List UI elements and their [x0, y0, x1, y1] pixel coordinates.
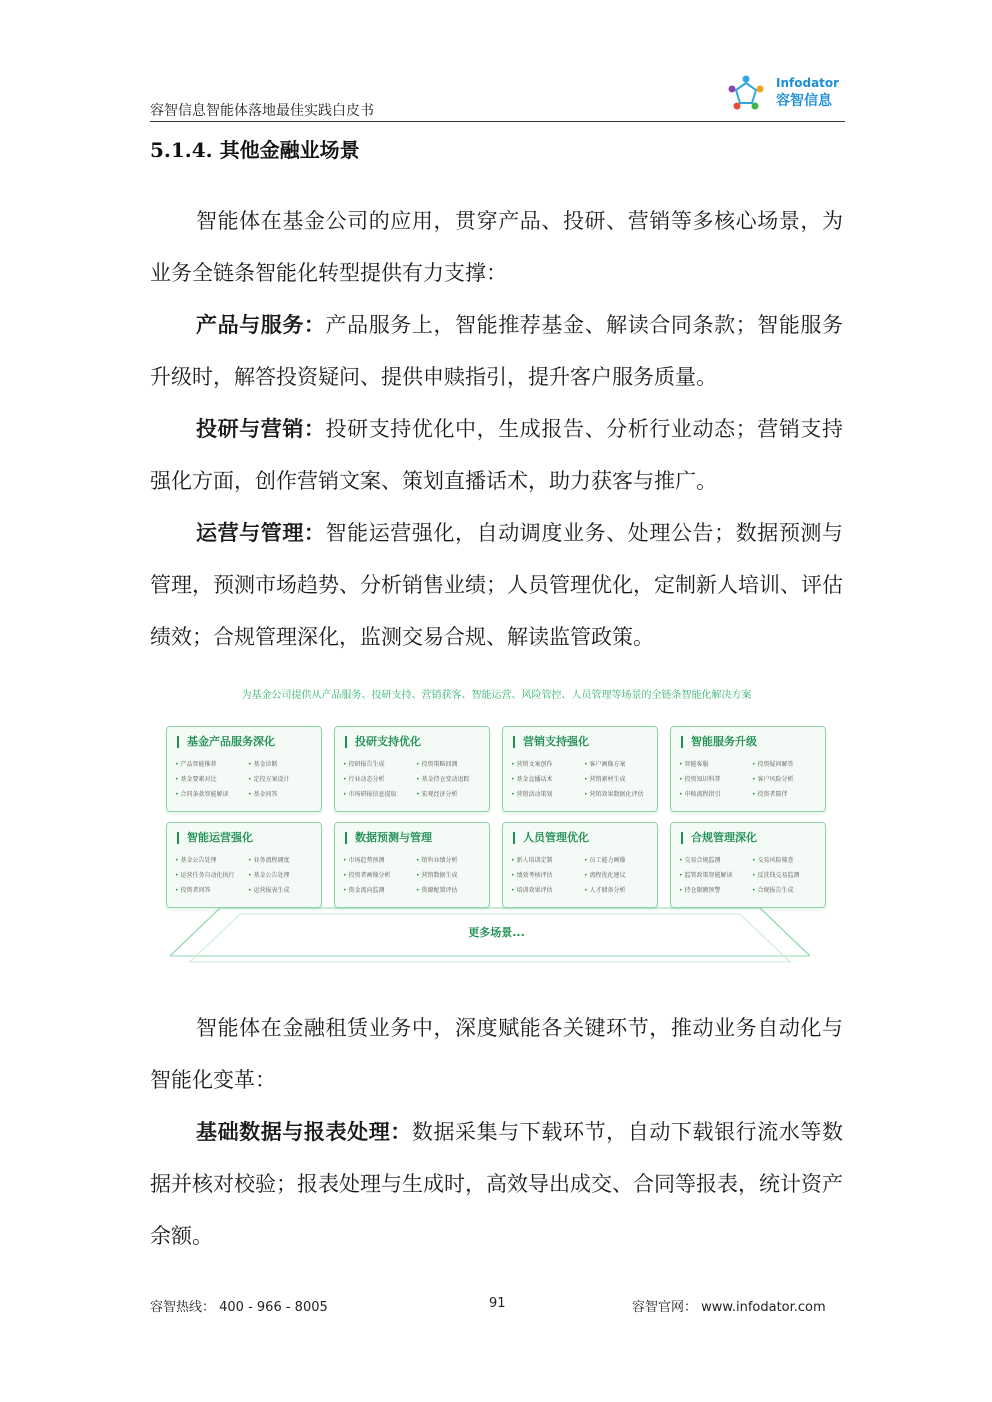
card-item: • 基金诊断: [248, 760, 317, 770]
paragraph-text: 智能运营强化，自动调度业务、处理公告；数据预测与管理，预测市场趋势、分析销售业绩；人员管理优化，定制新人培训、评估绩效；合规管理深化，监测交易合规、解读监管政策。: [150, 521, 844, 649]
header-title: 容智信息智能体落地最佳实践白皮书: [150, 103, 374, 119]
card-item: • 运营报表生成: [248, 886, 317, 896]
card-item: • 投资策略回测: [416, 760, 485, 770]
card-item: • 培训效果评估: [511, 886, 580, 896]
header-divider: [150, 121, 845, 122]
paragraph-intro: 智能体在基金公司的应用，贯穿产品、投研、营销等多核心场景，为业务全链条智能化转型提供有力支撑：: [150, 209, 843, 285]
card-item: • 合规报告生成: [752, 886, 821, 896]
card-item: • 持仓限额预警: [679, 886, 748, 896]
card-item: • 基金要素对比: [175, 775, 244, 785]
card-item: • 产品智能推荐: [175, 760, 244, 770]
more-scenarios-label: 更多场景...: [468, 926, 525, 939]
scenario-card: [670, 726, 826, 812]
card-item: • 投资者问答: [175, 886, 244, 896]
card-item: • 市场研报信息提取: [343, 790, 412, 800]
card-item: • 营销数据生成: [416, 871, 485, 881]
card-item: • 客户画像方案: [584, 760, 653, 770]
card-item: • 新人培训定制: [511, 856, 580, 866]
card-item: • 定投方案设计: [248, 775, 317, 785]
card-title: 数据预测与管理: [345, 832, 432, 844]
card-item: • 智能客服: [679, 760, 748, 770]
card-item: • 基金直播话术: [511, 775, 580, 785]
card-item: • 基金公告处理: [175, 856, 244, 866]
card-item: • 投资者画像分析: [343, 871, 412, 881]
scenario-card: [334, 726, 490, 812]
card-item: • 交易合规监测: [679, 856, 748, 866]
card-title: 投研支持优化: [345, 736, 421, 748]
paragraph-text: 数据采集与下载环节，自动下载银行流水等数据并核对校验；报表处理与生成时，高效导出成交、合同等报表，统计资产余额。: [150, 1120, 844, 1248]
card-title: 基金产品服务深化: [177, 736, 275, 748]
card-item: • 人才储备分析: [584, 886, 653, 896]
card-item: • 申赎流程指引: [679, 790, 748, 800]
card-item: • 反洗钱交易监测: [752, 871, 821, 881]
card-item: • 基金公告处理: [248, 871, 317, 881]
card-item: • 监管政策智能解读: [679, 871, 748, 881]
card-item: • 基金问答: [248, 790, 317, 800]
card-item: • 资源配置评估: [416, 886, 485, 896]
card-item: • 投资疑问解答: [752, 760, 821, 770]
paragraph-text: 产品服务上，智能推荐基金、解读合同条款；智能服务升级时，解答投资疑问、提供申赎指引，提升客户服务质量。: [150, 313, 844, 389]
footer-hotline: 容智热线： 400 - 966 - 8005: [150, 1300, 328, 1315]
paragraph-text: 投研支持优化中，生成报告、分析行业动态；营销支持强化方面，创作营销文案、策划直播话术，助力获客与推广。: [150, 417, 844, 493]
card-item: • 基金持仓变动追踪: [416, 775, 485, 785]
card-item: • 投资者陪伴: [752, 790, 821, 800]
card-item: • 运营任务自动化执行: [175, 871, 244, 881]
scenario-card: [166, 822, 322, 908]
card-item: • 资金流向监测: [343, 886, 412, 896]
card-title: 营销支持强化: [513, 736, 589, 748]
card-title: 人员管理优化: [513, 832, 589, 844]
paragraph-research-marketing: [150, 403, 843, 507]
card-item: • 绩效考核评估: [511, 871, 580, 881]
card-item: • 宏观经济分析: [416, 790, 485, 800]
scenario-card: [670, 822, 826, 908]
scenario-card: [334, 822, 490, 908]
paragraph-label: 基础数据与报表处理：: [196, 1119, 412, 1144]
card-item: • 交易风险筛查: [752, 856, 821, 866]
section-title: 5.1.4. 其他金融业场景: [150, 138, 360, 162]
card-item: • 市场趋势预测: [343, 856, 412, 866]
paragraph-label: 投研与营销：: [196, 416, 326, 441]
scenario-card: [166, 726, 322, 812]
paragraph-product-service: [150, 299, 843, 403]
figure-caption: 为基金公司提供从产品服务、投研支持、营销获客、智能运营、风险管控、人员管理等场景的全链条智能化解决方案: [241, 690, 752, 701]
paragraph-data-report: [150, 1106, 843, 1262]
card-title: 合规管理深化: [681, 832, 757, 844]
card-item: • 行业动态分析: [343, 775, 412, 785]
paragraph-leasing-intro: 智能体在金融租赁业务中，深度赋能各关键环节，推动业务自动化与智能化变革：: [150, 1016, 843, 1092]
card-item: • 流程优化建议: [584, 871, 653, 881]
paragraph-operation-management: [150, 507, 843, 663]
card-item: • 营销素材生成: [584, 775, 653, 785]
scenario-card: [502, 822, 658, 908]
paragraph-label: 运营与管理：: [196, 520, 326, 545]
card-item: • 投资知识科普: [679, 775, 748, 785]
logo-text-chinese: 容智信息: [776, 93, 832, 109]
card-item: • 营销活动策划: [511, 790, 580, 800]
card-title: 智能运营强化: [177, 832, 253, 844]
card-item: • 业务流程调度: [248, 856, 317, 866]
card-item: • 投研报告生成: [343, 760, 412, 770]
card-item: • 客户风险分析: [752, 775, 821, 785]
footer-website: 容智官网： www.infodator.com: [632, 1300, 826, 1315]
scenario-card: [502, 726, 658, 812]
footer-page-number: 91: [489, 1296, 506, 1311]
card-title: 智能服务升级: [681, 736, 757, 748]
paragraph-label: 产品与服务：: [196, 312, 326, 337]
card-item: • 销售业绩分析: [416, 856, 485, 866]
card-item: • 营销效果数据化评估: [584, 790, 653, 800]
card-item: • 营销文案创作: [511, 760, 580, 770]
card-item: • 合同条款智能解读: [175, 790, 244, 800]
logo-text-english: Infodator: [776, 76, 840, 90]
card-item: • 员工能力画像: [584, 856, 653, 866]
